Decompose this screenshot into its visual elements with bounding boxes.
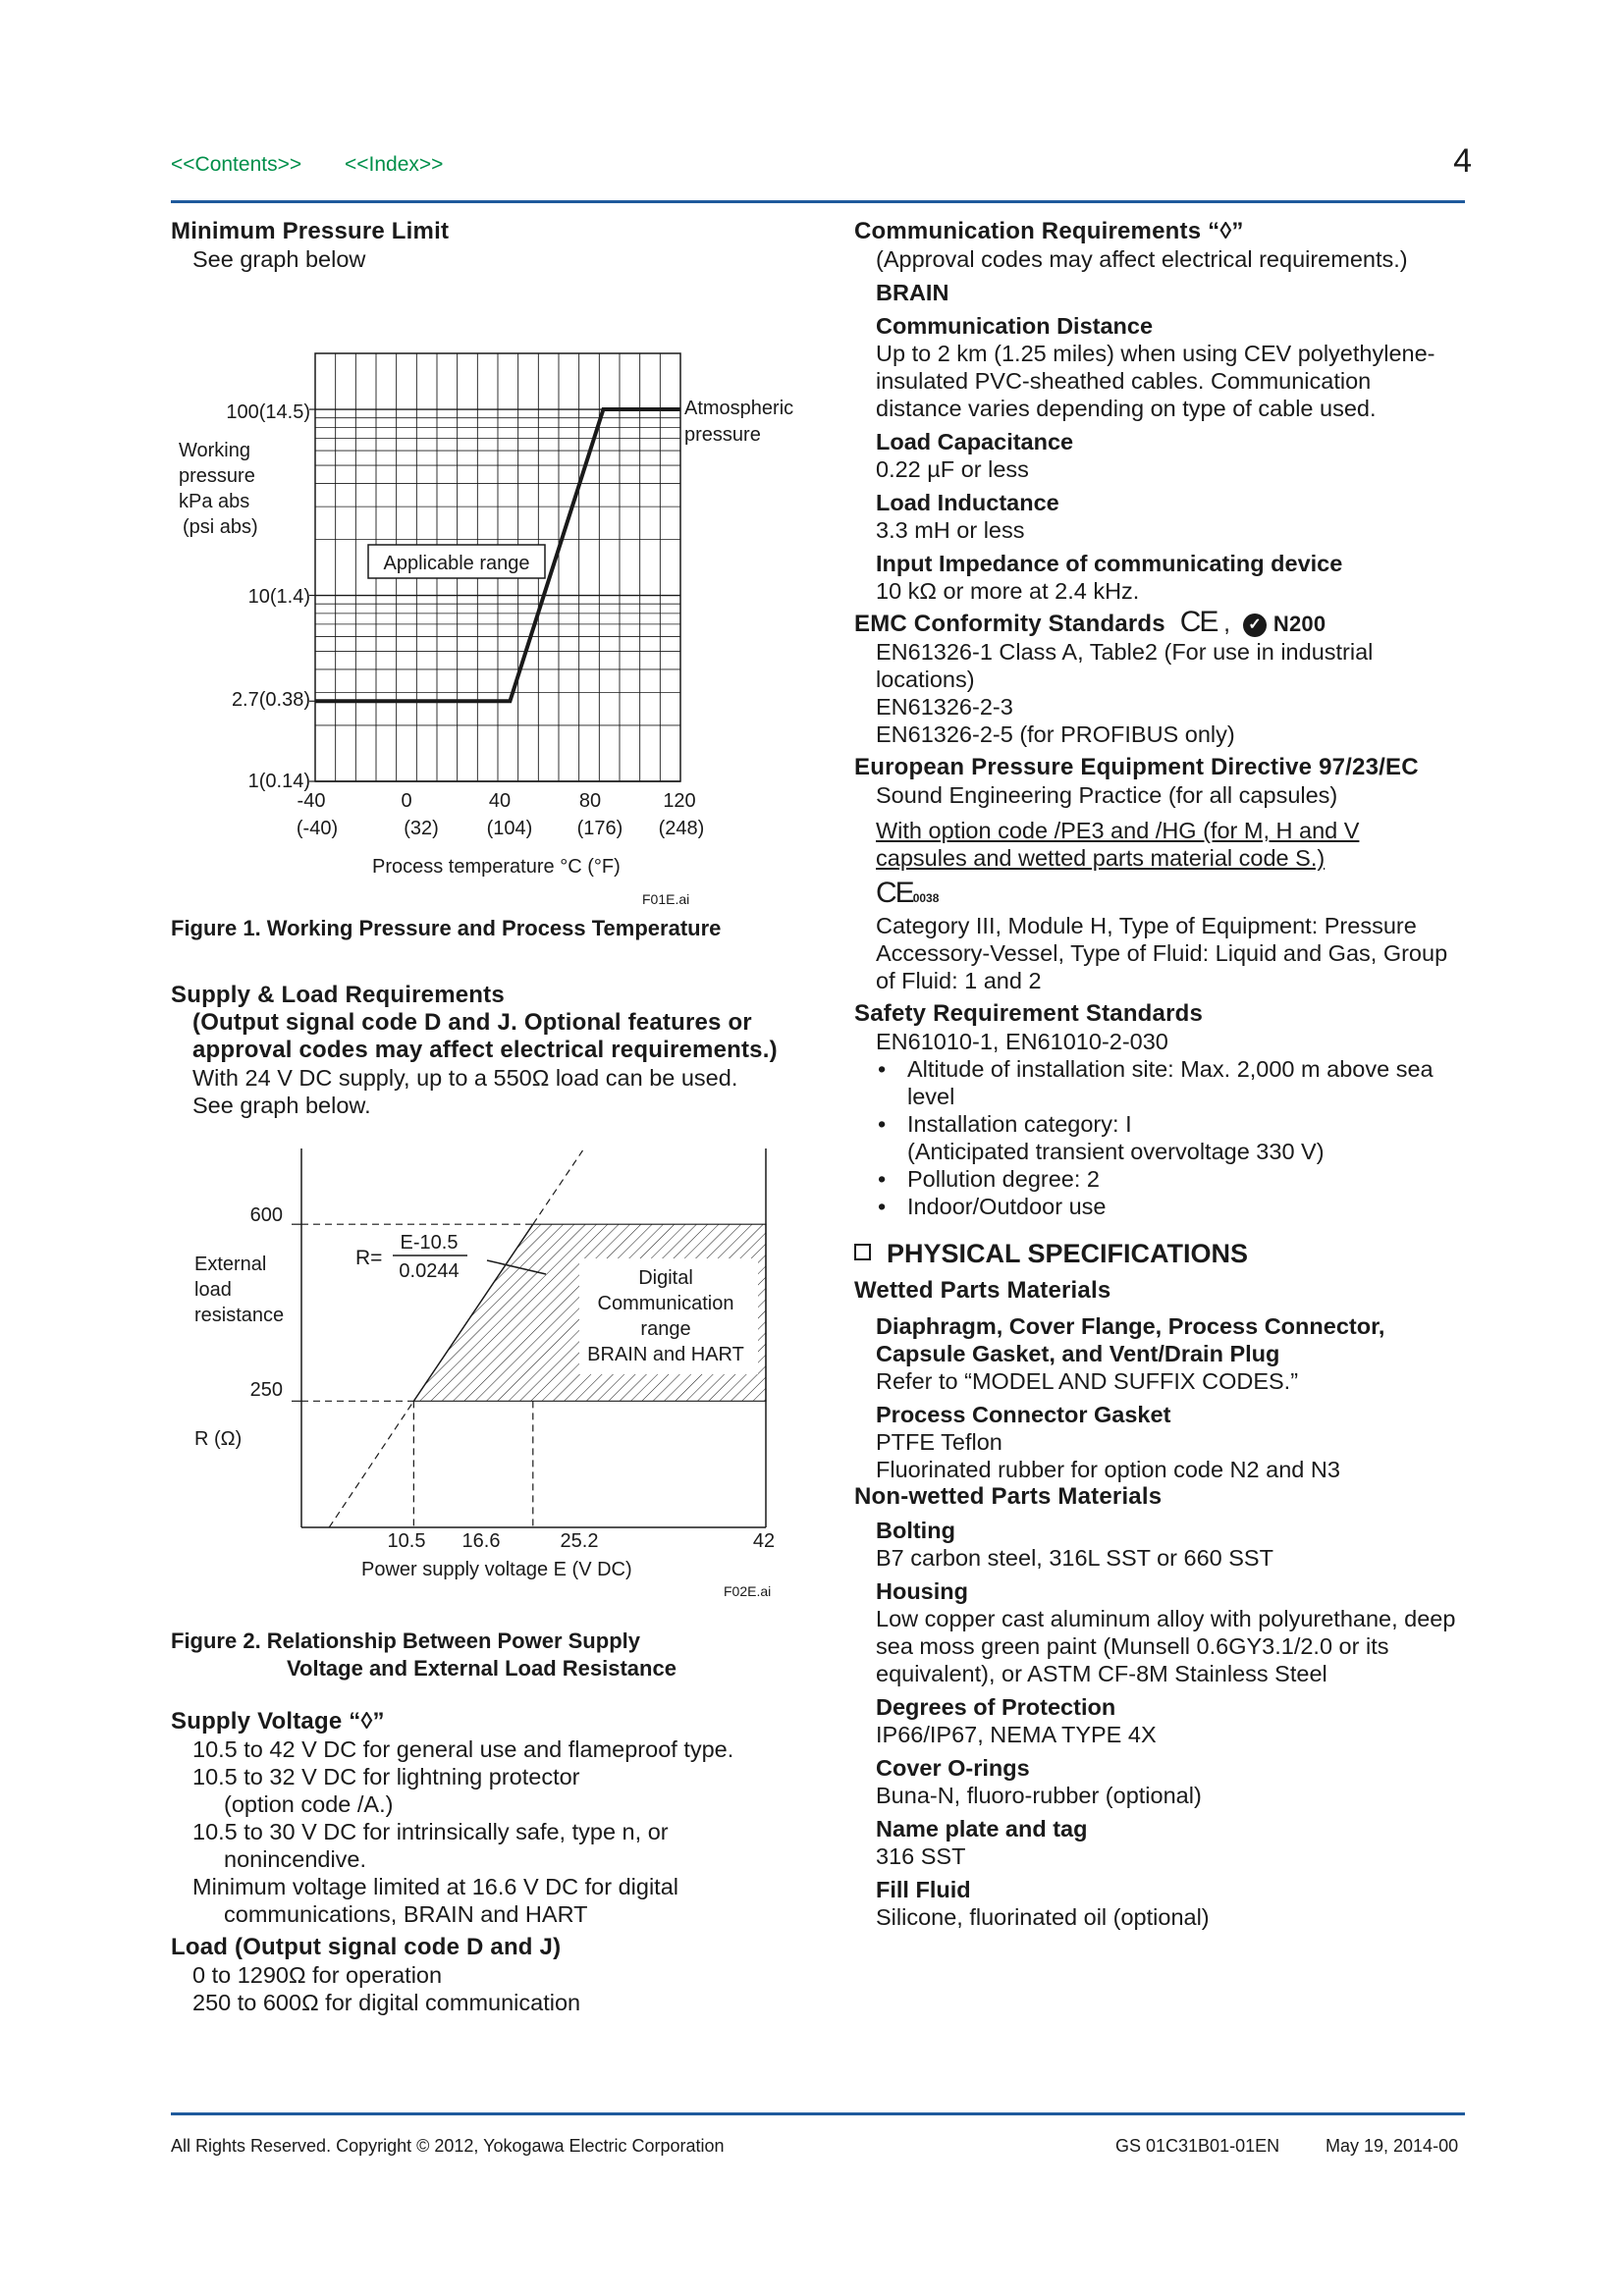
min-pressure-text: See graph below (192, 246, 366, 272)
fill-fluid-heading: Fill Fluid (876, 1877, 971, 1902)
fig2-ylabel-3: resistance (194, 1305, 285, 1326)
fig1-xtick-f-neg40: (-40) (296, 818, 339, 839)
diaphragm-text: Refer to “MODEL AND SUFFIX CODES.” (876, 1368, 1299, 1394)
ctick-code: N200 (1272, 612, 1326, 636)
fig2-formula-num: E-10.5 (400, 1232, 459, 1254)
supply-voltage-heading: Supply Voltage “◊” (171, 1708, 385, 1735)
load-item-1: 0 to 1290Ω for operation (192, 1962, 443, 1988)
supply-voltage-item-2: 10.5 to 32 V DC for lightning protector (option code /A.) (192, 1764, 580, 1817)
diaphragm-heading: Diaphragm, Cover Flange, Process Connector, Capsule Gasket, and Vent/Drain Plug (876, 1313, 1385, 1366)
fig1-ylabel-3: kPa abs (179, 491, 250, 512)
fig1-ytick-10: 10(1.4) (247, 586, 310, 608)
footer-copyright: All Rights Reserved. Copyright © 2012, Yokogawa Electric Corporation (171, 2136, 725, 2156)
supply-voltage-item-3: 10.5 to 30 V DC for intrinsically safe, type n, or nonincendive. (192, 1819, 669, 1872)
fig2-digital-1: Digital (638, 1267, 693, 1289)
input-impedance-text: 10 kΩ or more at 2.4 kHz. (876, 578, 1140, 604)
ce-mark: CE (1179, 606, 1218, 638)
fig1-xtick-c-0: 0 (401, 790, 412, 812)
load-capacitance-heading: Load Capacitance (876, 429, 1074, 454)
gasket-line-2: Fluorinated rubber for option code N2 and N3 (876, 1457, 1340, 1482)
fig2-digital-3: range (640, 1318, 691, 1340)
wetted-heading: Wetted Parts Materials (854, 1277, 1111, 1304)
ped-option-text: With option code /PE3 and /HG (for M, H and V capsules and wetted parts material code S.) (876, 818, 1360, 871)
bolting-text: B7 carbon steel, 316L SST or 660 SST (876, 1545, 1273, 1571)
ped-ce-mark-row (854, 877, 1463, 912)
emc-item-3: EN61326-2-5 (for PROFIBUS only) (876, 721, 1235, 747)
supply-load-heading: Supply & Load Requirements (171, 982, 505, 1008)
fig1-ytick-100: 100(14.5) (226, 401, 310, 423)
figure-2-chart (171, 1139, 799, 1629)
comm-heading: Communication Requirements “◊” (854, 218, 1244, 244)
index-link[interactable]: <<Index>> (345, 153, 444, 176)
fig1-xtick-f-248: (248) (658, 818, 705, 839)
supply-voltage-item-1: 10.5 to 42 V DC for general use and flameproof type. (192, 1736, 734, 1762)
safety-bullet-4: • Indoor/Outdoor use (854, 1193, 1463, 1220)
ped-category: Category III, Module H, Type of Equipment: Pressure Accessory-Vessel, Type of Fluid: Liquid and Gas, Group of Fluid: 1 and 2 (876, 913, 1448, 993)
physical-spec-heading: PHYSICAL SPECIFICATIONS (887, 1239, 1249, 1268)
gasket-line-1: PTFE Teflon (876, 1429, 1002, 1455)
fig1-ylabel-4: (psi abs) (183, 516, 258, 538)
fig2-formula-line-high (533, 1150, 583, 1224)
ped-text: Sound Engineering Practice (for all capsules) (876, 782, 1338, 808)
fill-fluid-text: Silicone, fluorinated oil (optional) (876, 1904, 1210, 1930)
fig2-formula-line-low (329, 1401, 413, 1527)
fig2-xtick-16.6: 16.6 (461, 1530, 501, 1552)
fig2-ytick-600: 600 (249, 1204, 283, 1226)
fig2-digital-4: BRAIN and HART (587, 1344, 744, 1365)
fig1-xtick-c-120: 120 (663, 790, 696, 812)
nameplate-text: 316 SST (876, 1843, 966, 1869)
fig1-xtick-f-176: (176) (576, 818, 623, 839)
fig2-ytick-250: 250 (249, 1379, 283, 1401)
fig2-ylabel-2: load (194, 1279, 232, 1301)
fig2-xlabel: Power supply voltage E (V DC) (361, 1559, 632, 1580)
min-pressure-heading: Minimum Pressure Limit (171, 218, 450, 244)
housing-text: Low copper cast aluminum alloy with polyurethane, deep sea moss green paint (Munsell 0.6GY3.1/2.0 or its equivalent), or ASTM CF-8M Stainless Steel (876, 1606, 1456, 1686)
fig1-atmospheric-1: Atmospheric (684, 398, 794, 419)
ped-ce-number: 0038 (912, 891, 940, 905)
supply-load-text: With 24 V DC supply, up to a 550Ω load can be used. See graph below. (192, 1065, 738, 1118)
ped-heading: European Pressure Equipment Directive 97/23/EC (854, 754, 1419, 780)
fig1-file-id: F01E.ai (642, 891, 690, 907)
comm-note: (Approval codes may affect electrical requirements.) (876, 246, 1408, 272)
emc-heading: EMC Conformity Standards (854, 611, 1165, 637)
left-column (171, 218, 799, 2016)
input-impedance-heading: Input Impedance of communicating device (876, 551, 1343, 576)
fig2-formula-lhs: R= (355, 1247, 383, 1269)
orings-heading: Cover O-rings (876, 1755, 1030, 1781)
fig1-ytick-1: 1(0.14) (247, 771, 310, 792)
page-number: 4 (1453, 142, 1472, 180)
fig2-file-id: F02E.ai (724, 1583, 772, 1599)
physical-spec-heading-row (854, 1238, 1463, 1269)
bolting-heading: Bolting (876, 1518, 955, 1543)
comm-distance-heading: Communication Distance (876, 313, 1154, 339)
load-inductance-heading: Load Inductance (876, 490, 1059, 515)
fig1-atmospheric-2: pressure (684, 424, 761, 446)
right-column (854, 218, 1463, 1931)
nonwetted-heading: Non-wetted Parts Materials (854, 1483, 1163, 1510)
safety-install-note: (Anticipated transient overvoltage 330 V) (907, 1139, 1325, 1164)
fig2-yunit: R (Ω) (194, 1428, 243, 1450)
safety-text: EN61010-1, EN61010-2-030 (876, 1029, 1168, 1054)
fig2-xtick-42: 42 (752, 1530, 776, 1552)
footer-rule (171, 2112, 1465, 2115)
fig1-range-label: Applicable range (383, 553, 530, 574)
fig1-xtick-c-neg40: -40 (297, 790, 326, 812)
safety-heading: Safety Requirement Standards (854, 1000, 1204, 1027)
fig2-ylabel-1: External (194, 1254, 267, 1275)
fig1-xtick-c-40: 40 (488, 790, 512, 812)
fig1-ylabel-1: Working (179, 440, 250, 461)
orings-text: Buna-N, fluoro-rubber (optional) (876, 1783, 1202, 1808)
contents-link[interactable]: <<Contents>> (171, 153, 302, 176)
fig1-xlabel: Process temperature °C (°F) (372, 856, 621, 878)
emc-item-2: EN61326-2-3 (876, 694, 1013, 720)
emc-heading-row (854, 606, 1463, 638)
safety-bullet-2: • Installation category: I (854, 1110, 1463, 1138)
load-capacitance-text: 0.22 µF or less (876, 456, 1029, 482)
fig2-xtick-10.5: 10.5 (387, 1530, 426, 1552)
safety-bullet-1: • Altitude of installation site: Max. 2,000 m above sea level (854, 1055, 1463, 1110)
comm-brain: BRAIN (876, 280, 949, 305)
protection-text: IP66/IP67, NEMA TYPE 4X (876, 1722, 1157, 1747)
nameplate-heading: Name plate and tag (876, 1816, 1088, 1842)
fig1-ylabel-2: pressure (179, 465, 255, 487)
fig1-xtick-f-32: (32) (404, 818, 439, 839)
fig2-caption-line2: Voltage and External Load Resistance (287, 1656, 677, 1681)
safety-bullet-3: • Pollution degree: 2 (854, 1165, 1463, 1193)
section-box-icon (854, 1244, 871, 1260)
header-rule (171, 200, 1465, 203)
fig1-xtick-f-104: (104) (486, 818, 533, 839)
fig2-caption-line1: Figure 2. Relationship Between Power Supply (171, 1629, 640, 1653)
mark-separator: , (1223, 611, 1231, 637)
gasket-heading: Process Connector Gasket (876, 1402, 1171, 1427)
fig2-digital-2: Communication (597, 1293, 734, 1314)
emc-item-1: EN61326-1 Class A, Table2 (For use in industrial locations) (876, 639, 1374, 692)
fig2-xtick-25.2: 25.2 (560, 1530, 599, 1552)
ctick-icon: ✓ (1243, 614, 1267, 637)
fig1-caption: Figure 1. Working Pressure and Process Temperature (171, 916, 722, 940)
supply-load-subheading: (Output signal code D and J. Optional features or approval codes may affect electrical requirements.) (192, 1009, 778, 1063)
fig2-formula-den: 0.0244 (399, 1260, 460, 1282)
ped-ce-mark: CE (876, 877, 913, 909)
load-heading: Load (Output signal code D and J) (171, 1934, 562, 1960)
footer-doc-id: GS 01C31B01-01EN (1115, 2136, 1280, 2156)
supply-voltage-item-4: Minimum voltage limited at 16.6 V DC for digital communications, BRAIN and HART (192, 1874, 679, 1927)
comm-distance-text: Up to 2 km (1.25 miles) when using CEV polyethylene-insulated PVC-sheathed cables. Communication distance varies depending on type of cable used. (876, 341, 1435, 421)
housing-heading: Housing (876, 1578, 968, 1604)
load-inductance-text: 3.3 mH or less (876, 517, 1025, 543)
footer-date: May 19, 2014-00 (1326, 2136, 1459, 2156)
protection-heading: Degrees of Protection (876, 1694, 1116, 1720)
fig1-xtick-c-80: 80 (578, 790, 602, 812)
figure-1-chart (171, 275, 799, 864)
fig1-ytick-2.7: 2.7(0.38) (231, 689, 310, 711)
load-item-2: 250 to 600Ω for digital communication (192, 1990, 581, 2015)
